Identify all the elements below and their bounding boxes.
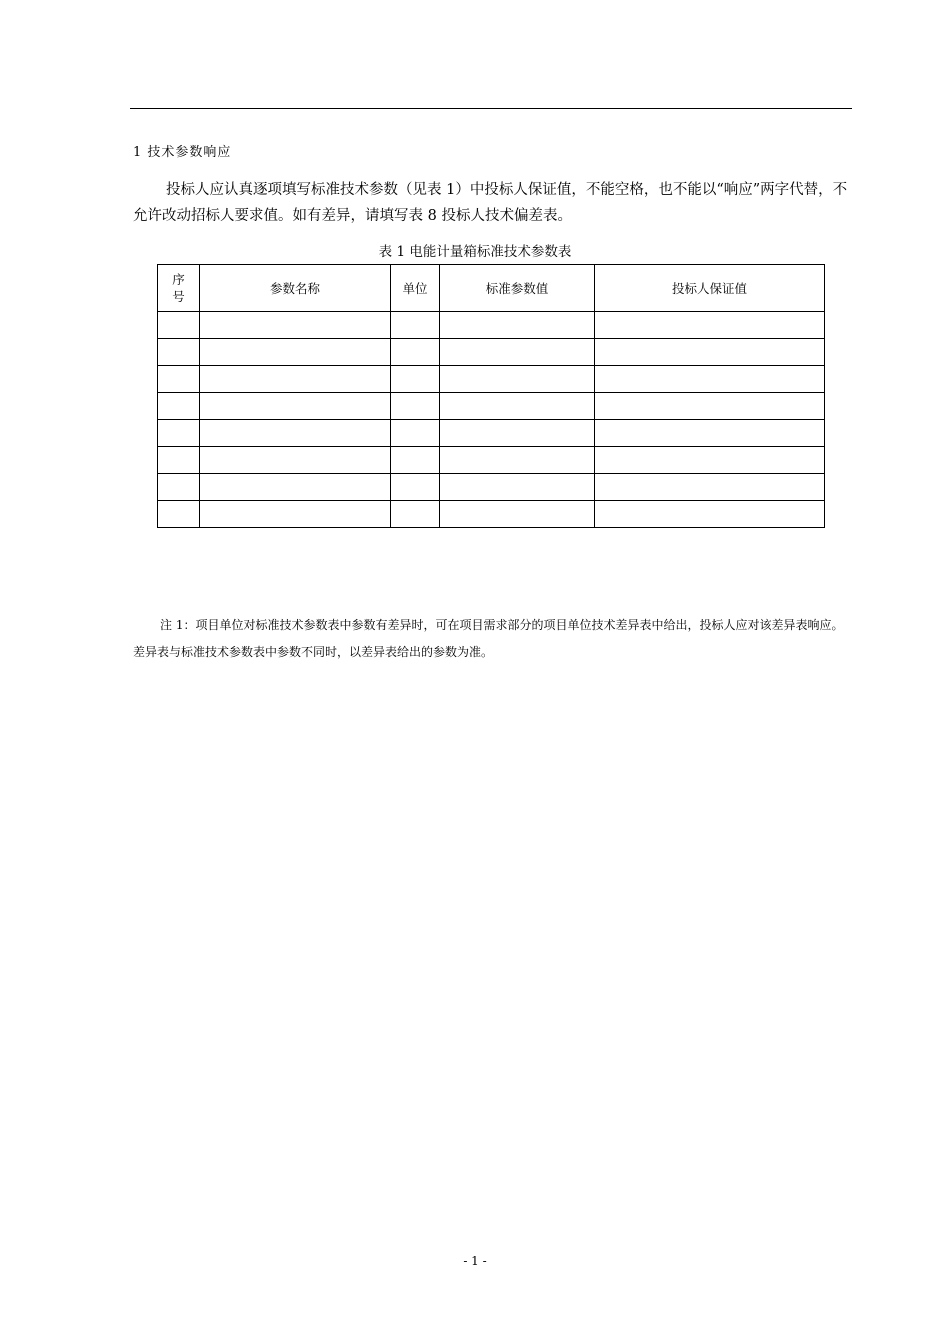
cell-parameter-name[interactable] — [200, 366, 391, 393]
cell-standard-value[interactable] — [440, 393, 595, 420]
table-caption: 表 1 电能计量箱标准技术参数表 — [378, 244, 572, 260]
cell-standard-value[interactable] — [440, 312, 595, 339]
cell-bidder-guaranteed-value[interactable] — [595, 474, 825, 501]
cell-unit[interactable] — [391, 366, 440, 393]
cell-serial-number[interactable] — [158, 312, 200, 339]
cell-parameter-name[interactable] — [200, 312, 391, 339]
cell-unit[interactable] — [391, 447, 440, 474]
cell-serial-number[interactable] — [158, 366, 200, 393]
cell-bidder-guaranteed-value[interactable] — [595, 501, 825, 528]
cell-parameter-name[interactable] — [200, 501, 391, 528]
cell-serial-number[interactable] — [158, 501, 200, 528]
cell-standard-value[interactable] — [440, 501, 595, 528]
cell-unit[interactable] — [391, 393, 440, 420]
cell-standard-value[interactable] — [440, 447, 595, 474]
instruction-text: 投标人应认真逐项填写标准技术参数（见表 1）中投标人保证值，不能空格，也不能以“响应”两字代替，不允许改动招标人要求值。如有差异，请填写表 8 投标人技术偏差表。 — [133, 182, 848, 224]
cell-parameter-name[interactable] — [200, 393, 391, 420]
cell-bidder-guaranteed-value[interactable] — [595, 366, 825, 393]
table-row — [158, 366, 825, 393]
cell-unit[interactable] — [391, 420, 440, 447]
cell-serial-number[interactable] — [158, 420, 200, 447]
header-parameter-name: 参数名称 — [200, 265, 391, 312]
table-row — [158, 312, 825, 339]
instruction-paragraph — [133, 177, 855, 229]
header-unit: 单位 — [391, 265, 440, 312]
section-heading: 1 技术参数响应 — [133, 145, 232, 160]
cell-unit[interactable] — [391, 501, 440, 528]
cell-bidder-guaranteed-value[interactable] — [595, 339, 825, 366]
table-row — [158, 447, 825, 474]
cell-unit[interactable] — [391, 339, 440, 366]
cell-standard-value[interactable] — [440, 339, 595, 366]
cell-serial-number[interactable] — [158, 393, 200, 420]
cell-serial-number[interactable] — [158, 474, 200, 501]
cell-bidder-guaranteed-value[interactable] — [595, 393, 825, 420]
technical-parameters-table — [157, 264, 825, 528]
cell-standard-value[interactable] — [440, 474, 595, 501]
table-row — [158, 420, 825, 447]
header-serial-number: 序号 — [158, 265, 200, 312]
footnote — [133, 612, 855, 666]
table-row — [158, 339, 825, 366]
header-bidder-guaranteed-value: 投标人保证值 — [595, 265, 825, 312]
header-rule — [130, 108, 852, 109]
page-number: - 1 - — [463, 1254, 487, 1268]
table-header-row — [158, 265, 825, 312]
cell-bidder-guaranteed-value[interactable] — [595, 420, 825, 447]
cell-unit[interactable] — [391, 474, 440, 501]
cell-parameter-name[interactable] — [200, 420, 391, 447]
header-standard-value: 标准参数值 — [440, 265, 595, 312]
cell-bidder-guaranteed-value[interactable] — [595, 447, 825, 474]
cell-serial-number[interactable] — [158, 447, 200, 474]
table-row — [158, 501, 825, 528]
cell-serial-number[interactable] — [158, 339, 200, 366]
cell-standard-value[interactable] — [440, 366, 595, 393]
cell-standard-value[interactable] — [440, 420, 595, 447]
footnote-text: 注 1：项目单位对标准技术参数表中参数有差异时，可在项目需求部分的项目单位技术差异表中给出，投标人应对该差异表响应。差异表与标准技术参数表中参数不同时，以差异表给出的参数为准。 — [133, 618, 844, 659]
cell-unit[interactable] — [391, 312, 440, 339]
cell-parameter-name[interactable] — [200, 474, 391, 501]
cell-parameter-name[interactable] — [200, 339, 391, 366]
table-row — [158, 393, 825, 420]
cell-bidder-guaranteed-value[interactable] — [595, 312, 825, 339]
cell-parameter-name[interactable] — [200, 447, 391, 474]
table-row — [158, 474, 825, 501]
